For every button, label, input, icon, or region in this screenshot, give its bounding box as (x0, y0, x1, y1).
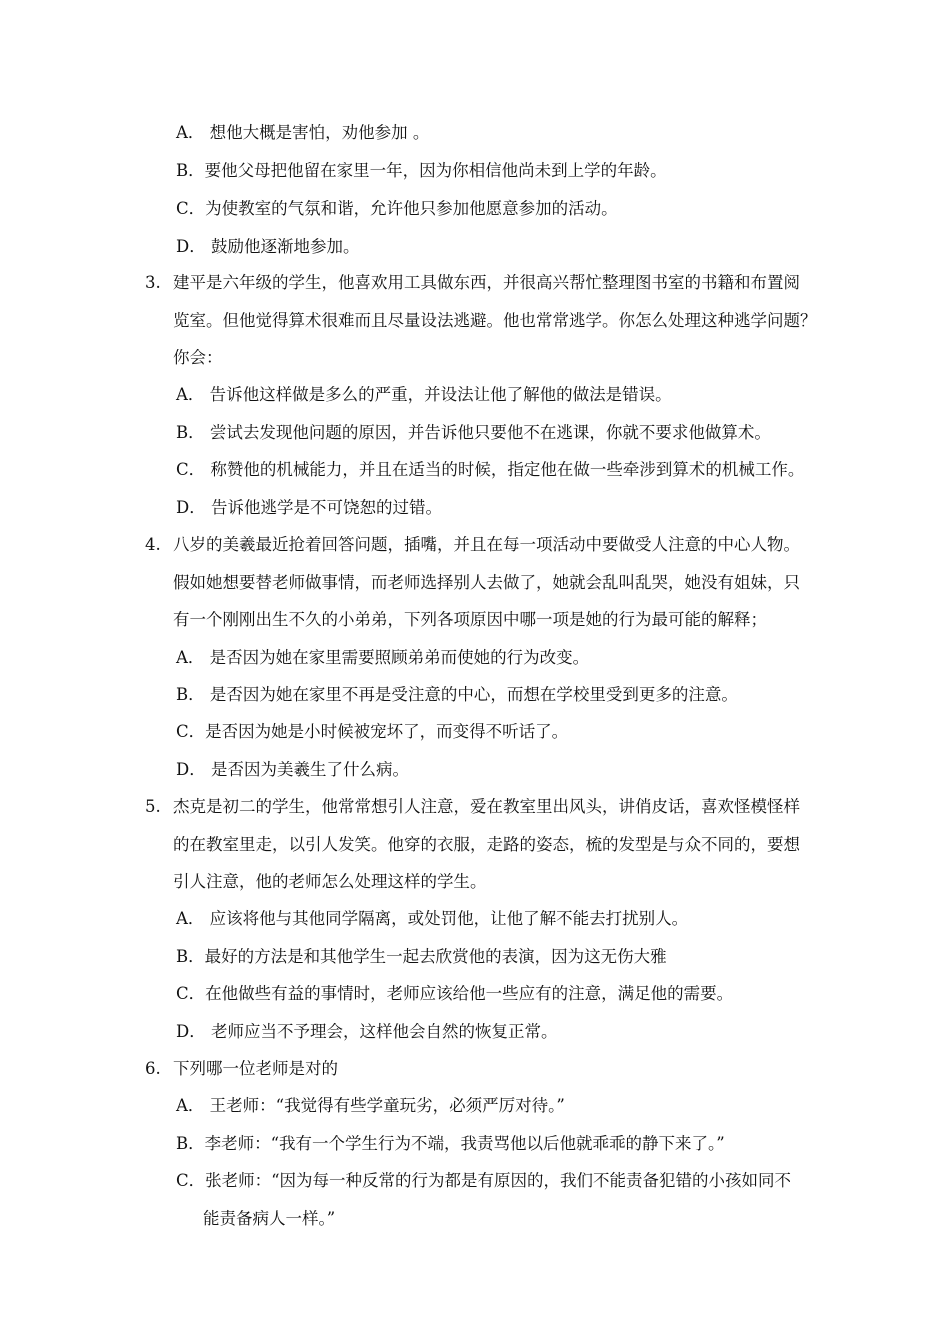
q5-option-a: A． 应该将他与其他同学隔离，或处罚他，让他了解不能去打扰别人。 (176, 909, 689, 928)
q6-option-a: A． 王老师：“我觉得有些学童玩劣，必须严厉对待。” (176, 1096, 565, 1115)
q4-stem-line-3: 有一个刚刚出生不久的小弟弟，下列各项原因中哪一项是她的行为最可能的解释； (173, 610, 767, 629)
q5-number: 5. (145, 797, 161, 816)
q3-option-c: C． 称赞他的机械能力，并且在适当的时候，指定他在做一些牵涉到算术的机械工作。 (176, 460, 805, 479)
q5-stem-line-2: 的在教室里走，以引人发笑。他穿的衣服，走路的姿态，梳的发型是与众不同的，要想 (173, 835, 800, 854)
q5-option-c: C．在他做些有益的事情时，老师应该给他一些应有的注意，满足他的需要。 (176, 984, 734, 1003)
q5-stem-line-1: 杰克是初二的学生，他常常想引人注意，爱在教室里出风头，讲俏皮话，喜欢怪模怪样 (173, 797, 800, 816)
q5-option-d: D． 老师应当不予理会，这样他会自然的恢复正常。 (176, 1022, 558, 1041)
q4-option-d: D． 是否因为美羲生了什么病。 (176, 760, 409, 779)
q5-option-b: B．最好的方法是和其他学生一起去欣赏他的表演，因为这无伤大雅 (176, 947, 667, 966)
q4-option-a: A． 是否因为她在家里需要照顾弟弟而使她的行为改变。 (176, 648, 590, 667)
q3-option-d: D． 告诉他逃学是不可饶恕的过错。 (176, 498, 442, 517)
q6-option-c: C．张老师：“因为每一种反常的行为都是有原因的，我们不能责备犯错的小孩如同不 (176, 1171, 792, 1190)
q2-option-b: B．要他父母把他留在家里一年，因为你相信他尚未到上学的年龄。 (176, 161, 667, 180)
q3-option-b: B． 尝试去发现他问题的原因，并告诉他只要他不在逃课，你就不要求他做算术。 (176, 423, 771, 442)
q4-stem-line-2: 假如她想要替老师做事情，而老师选择别人去做了，她就会乱叫乱哭，她没有姐妹，只 (173, 573, 800, 592)
q2-option-c: C．为使教室的气氛和谐，允许他只参加他愿意参加的活动。 (176, 199, 618, 218)
q3-stem-line-2: 览室。但他觉得算术很难而且尽量设法逃避。他也常常逃学。你怎么处理这种逃学问题？ (173, 311, 817, 330)
q6-stem-line-1: 下列哪一位老师是对的 (173, 1059, 338, 1078)
q3-option-a: A． 告诉他这样做是多么的严重，并设法让他了解他的做法是错误。 (176, 385, 672, 404)
q6-option-b: B．李老师：“我有一个学生行为不端，我责骂他以后他就乖乖的静下来了。” (176, 1134, 725, 1153)
q2-option-a: A． 想他大概是害怕，劝他参加 。 (176, 123, 430, 142)
q2-option-d: D． 鼓励他逐渐地参加。 (176, 237, 360, 256)
q3-stem-line-1: 建平是六年级的学生，他喜欢用工具做东西，并很高兴帮忙整理图书室的书籍和布置阅 (173, 273, 800, 292)
q3-stem-line-3: 你会： (173, 348, 223, 367)
q3-number: 3. (145, 273, 161, 292)
q4-option-c: C．是否因为她是小时候被宠坏了，而变得不听话了。 (176, 722, 569, 741)
q6-option-c-continuation: 能责备病人一样。” (203, 1209, 336, 1228)
q4-number: 4. (145, 535, 161, 554)
q4-option-b: B． 是否因为她在家里不再是受注意的中心，而想在学校里受到更多的注意。 (176, 685, 738, 704)
q5-stem-line-3: 引人注意，他的老师怎么处理这样的学生。 (173, 872, 487, 891)
q4-stem-line-1: 八岁的美羲最近抢着回答问题，插嘴，并且在每一项活动中要做受人注意的中心人物。 (173, 535, 800, 554)
q6-number: 6. (145, 1059, 161, 1078)
